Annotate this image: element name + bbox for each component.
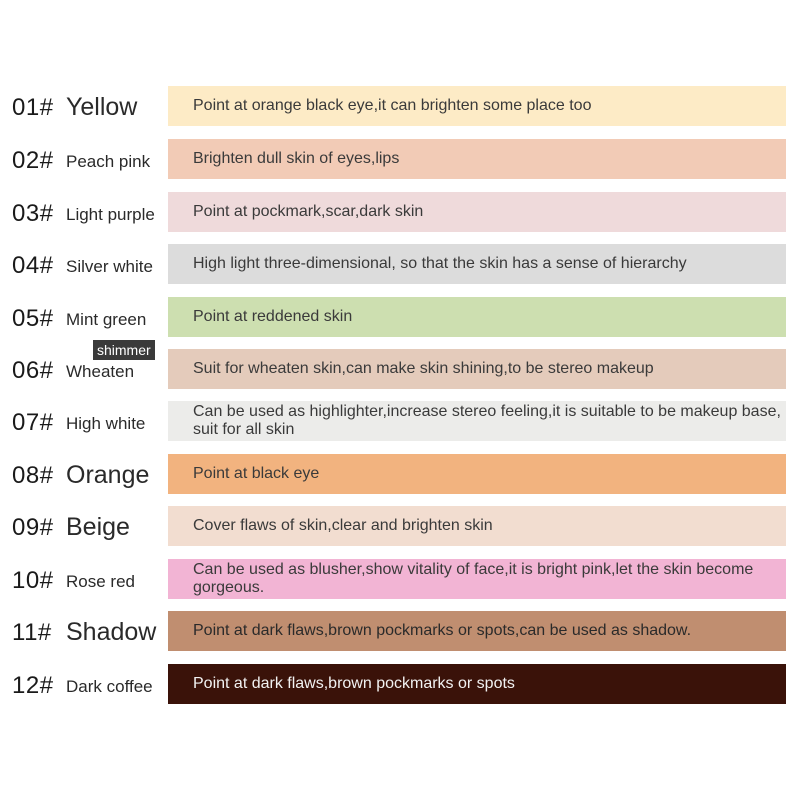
shade-number: 04#: [12, 252, 54, 279]
shade-description: Brighten dull skin of eyes,lips: [193, 150, 400, 167]
shade-name: Beige: [66, 513, 130, 541]
shade-name: Rose red: [66, 572, 135, 591]
shade-swatch: [168, 192, 786, 232]
shade-description: Point at dark flaws,brown pockmarks or spots: [193, 675, 515, 692]
shade-description: Point at reddened skin: [193, 308, 353, 325]
shade-number: 10#: [12, 567, 54, 594]
shade-number: 01#: [12, 94, 54, 121]
shade-number: 12#: [12, 672, 54, 699]
shade-number: 03#: [12, 200, 54, 227]
shade-swatch: [168, 244, 786, 284]
shade-swatch: [168, 664, 786, 704]
shimmer-badge: shimmer: [93, 340, 155, 360]
shade-number: 08#: [12, 462, 54, 489]
shade-name: High white: [66, 414, 146, 433]
shade-number: 06#: [12, 357, 54, 384]
shade-name: Silver white: [66, 257, 153, 276]
shade-description: Suit for wheaten skin,can make skin shining,to be stereo makeup: [193, 360, 654, 377]
shade-swatch: [168, 611, 786, 651]
shade-swatch: [168, 86, 786, 126]
shade-name: Wheaten: [66, 362, 135, 381]
shade-description: Point at black eye: [193, 465, 320, 482]
shade-swatch: [168, 139, 786, 179]
shade-number: 05#: [12, 305, 54, 332]
shade-number: 11#: [12, 619, 52, 646]
shade-swatch: [168, 401, 786, 441]
shade-name: Light purple: [66, 205, 155, 224]
shade-description: Point at orange black eye,it can brighten some place too: [193, 97, 592, 114]
shade-description: Can be used as blusher,show vitality of face,it is bright pink,let the skin become gorgeous.: [193, 561, 754, 596]
shade-name: Dark coffee: [66, 677, 153, 696]
shade-name: Orange: [66, 461, 150, 489]
shade-name: Peach pink: [66, 152, 151, 171]
shade-description: High light three-dimensional, so that the skin has a sense of hierarchy: [193, 255, 687, 272]
shade-number: 07#: [12, 409, 54, 436]
shade-number: 02#: [12, 147, 54, 174]
shade-swatch: [168, 506, 786, 546]
shade-name: Yellow: [66, 93, 138, 121]
shade-swatch: [168, 454, 786, 494]
shade-swatch: [168, 297, 786, 337]
shade-description: Cover flaws of skin,clear and brighten skin: [193, 517, 493, 534]
shade-description: Point at dark flaws,brown pockmarks or spots,can be used as shadow.: [193, 622, 692, 639]
shade-name: Shadow: [66, 618, 157, 646]
shade-description: Point at pockmark,scar,dark skin: [193, 203, 424, 220]
shade-number: 09#: [12, 514, 54, 541]
shade-name: Mint green: [66, 310, 147, 329]
shade-description: Can be used as highlighter,increase stereo feeling,it is suitable to be makeup base, suit for all skin: [193, 403, 781, 438]
shade-swatch: [168, 559, 786, 599]
shade-swatch: [168, 349, 786, 389]
